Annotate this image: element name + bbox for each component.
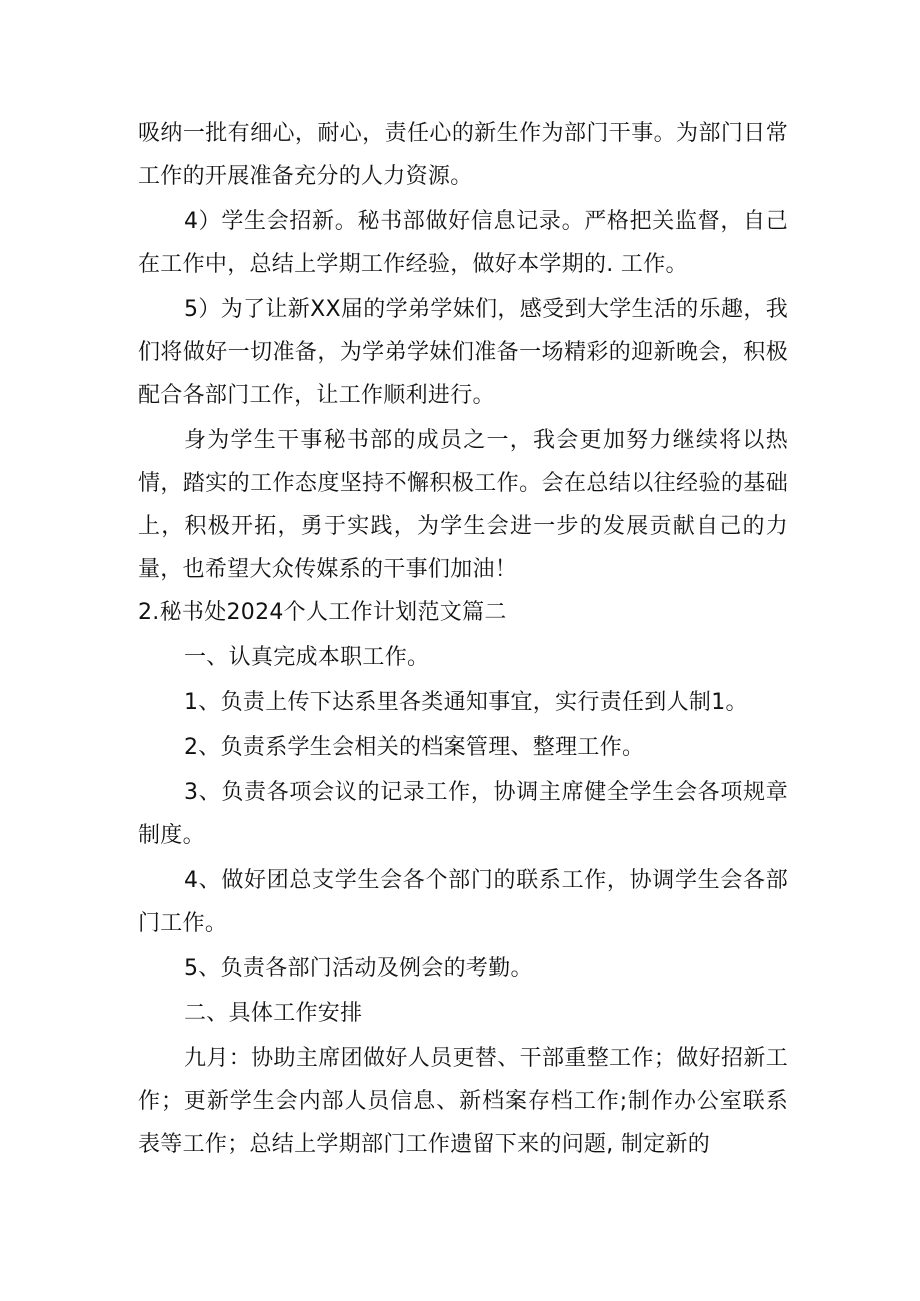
paragraph-closing-statement: 身为学生干事秘书部的成员之一，我会更加努力继续将以热情，踏实的工作态度坚持不懈积极工作。会在总结以往经验的基础上，积极开拓，勇于实践，为学生会进一步的发展贡献自己的力量，也希望大众传媒系的干事们加油！ bbox=[138, 428, 788, 582]
list-item-duty-5: 5、负责各部门活动及例会的考勤。 bbox=[184, 956, 533, 981]
list-item-duty-2: 2、负责系学生会相关的档案管理、整理工作。 bbox=[184, 735, 645, 760]
list-item-duty-3: 3、负责各项会议的记录工作，协调主席健全学生会各项规章制度。 bbox=[138, 780, 788, 848]
subheading-schedule: 二、具体工作安排 bbox=[184, 1001, 363, 1026]
section-title-part-two: 2.秘书处2024个人工作计划范文篇二 bbox=[138, 600, 507, 625]
paragraph-item-5-welcome-party: 5）为了让新XX届的学弟学妹们，感受到大学生活的乐趣，我们将做好一切准备，为学弟学妹们准备一场精彩的迎新晚会，积极配合各部门工作，让工作顺利进行。 bbox=[138, 297, 788, 408]
document-body bbox=[138, 112, 788, 1166]
paragraph-item-4-recruitment: 4）学生会招新。秘书部做好信息记录。严格把关监督，自己在工作中，总结上学期工作经验，做好本学期的. 工作。 bbox=[138, 209, 788, 277]
paragraph-september-plan: 九月：协助主席团做好人员更替、干部重整工作；做好招新工作；更新学生会内部人员信息、新档案存档工作;制作办公室联系表等工作；总结上学期部门工作遗留下来的问题, 制定新的 bbox=[138, 1046, 788, 1157]
paragraph-continued-recruitment: 吸纳一批有细心，耐心，责任心的新生作为部门干事。为部门日常工作的开展准备充分的人力资源。 bbox=[138, 121, 788, 189]
list-item-duty-4: 4、做好团总支学生会各个部门的联系工作，协调学生会各部门工作。 bbox=[138, 868, 788, 936]
list-item-duty-1: 1、负责上传下达系里各类通知事宜，实行责任到人制1。 bbox=[184, 690, 748, 715]
subheading-duties: 一、认真完成本职工作。 bbox=[184, 645, 430, 670]
